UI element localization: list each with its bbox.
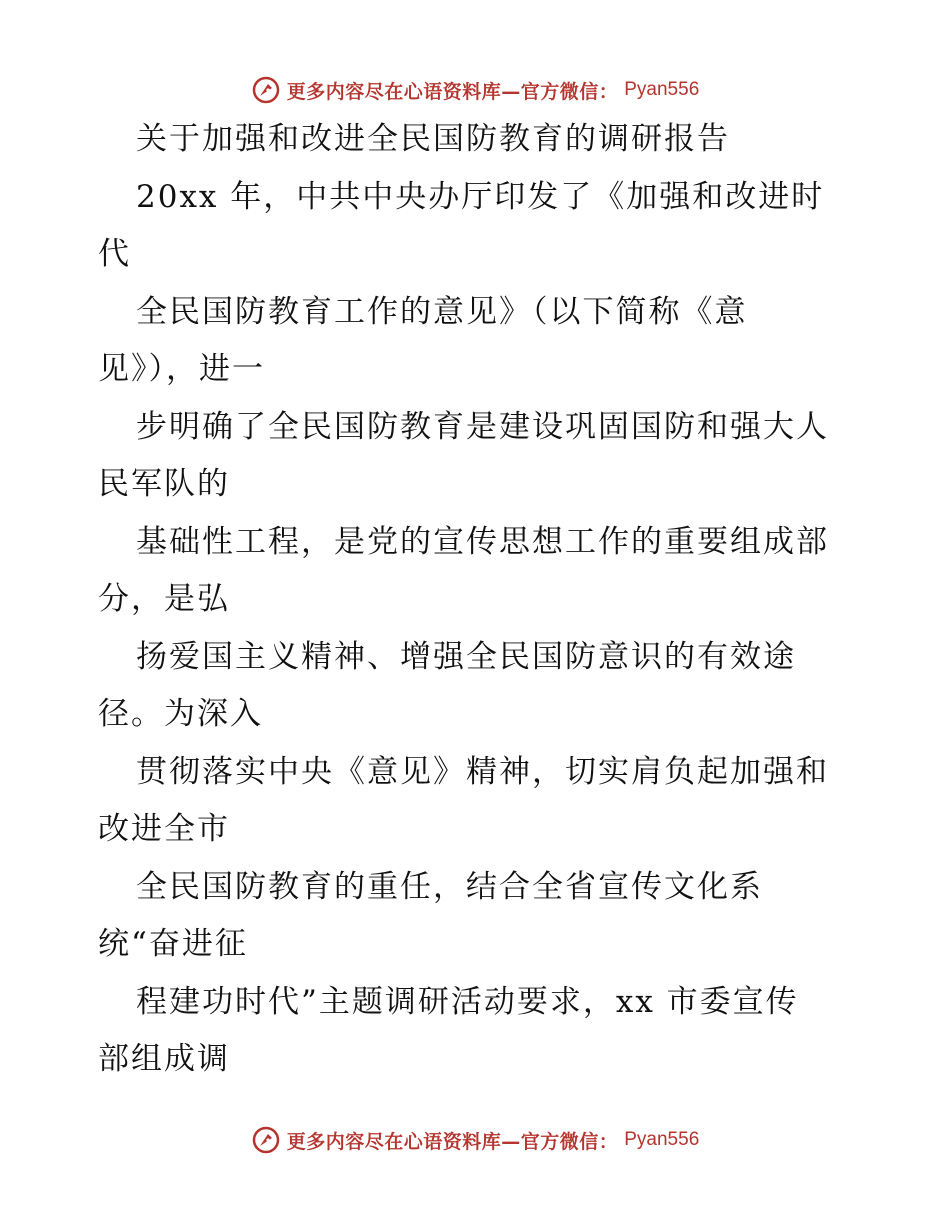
watermark-text: 更多内容尽在心语资料库—官方微信： — [286, 1130, 619, 1153]
pen-nib-circle-icon — [251, 1125, 281, 1155]
paragraph-line: 扬爱国主义精神、增强全民国防意识的有效途 — [136, 638, 796, 675]
paragraph-line: 全民国防教育的重任，结合全省宣传文化系 — [136, 868, 763, 905]
paragraph-line: 改进全市 — [98, 811, 230, 847]
document-title: 关于加强和改进全民国防教育的调研报告 — [136, 121, 730, 157]
document-body — [98, 120, 898, 1098]
paragraph-line: 基础性工程，是党的宣传思想工作的重要组成部 — [136, 523, 829, 560]
header-watermark — [0, 70, 950, 110]
paragraph-line: 程建功时代”主题调研活动要求，xx 市委宣传 — [136, 983, 799, 1020]
paragraph-line: 20xx 年，中共中央办厅印发了《加强和改进时 — [136, 178, 825, 215]
paragraph-line: 全民国防教育工作的意见》（以下简称《意 — [136, 293, 748, 330]
paragraph-line: 部组成调 — [98, 1041, 230, 1077]
pen-nib-circle-icon — [251, 75, 281, 105]
paragraph-line: 统“奋进征 — [98, 926, 248, 962]
footer-watermark — [0, 1120, 950, 1160]
watermark-id: Pyan556 — [624, 79, 700, 100]
paragraph-line: 贯彻落实中央《意见》精神，切实肩负起加强和 — [136, 753, 829, 790]
watermark-text: 更多内容尽在心语资料库—官方微信： — [286, 80, 619, 103]
paragraph-line: 分，是弘 — [98, 581, 230, 617]
paragraph-line: 见》），进一 — [98, 351, 265, 387]
watermark-id: Pyan556 — [624, 1129, 700, 1150]
paragraph-line: 民军队的 — [98, 466, 230, 502]
paragraph-line: 步明确了全民国防教育是建设巩固国防和强大人 — [136, 408, 829, 445]
paragraph-line: 代 — [98, 236, 131, 272]
paragraph-line: 径。为深入 — [98, 696, 263, 732]
